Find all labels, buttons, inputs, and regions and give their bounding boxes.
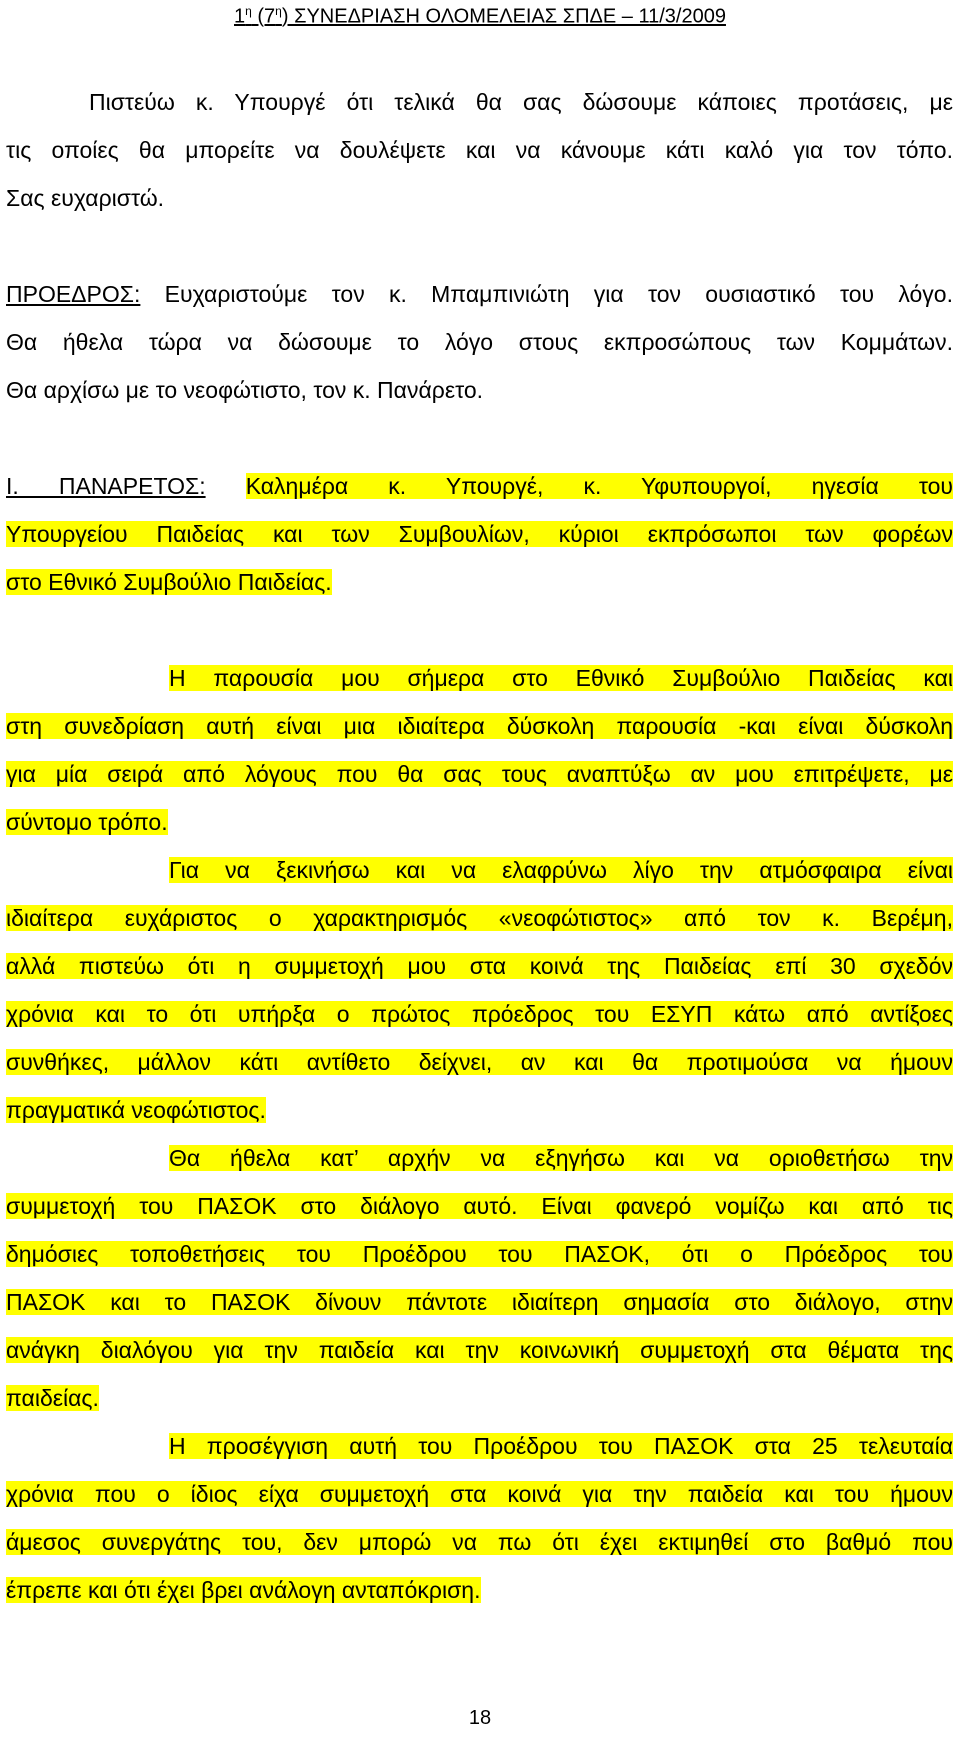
document-body	[6, 78, 953, 1614]
paragraph-panaretos-greeting	[6, 462, 953, 606]
text-line: ΠΡΟΕΔΡΟΣ: Ευχαριστούμε τον κ. Μπαμπινιώτη για τον ουσιαστικό του λόγο.	[6, 281, 953, 307]
speaker-label: ΠΡΟΕΔΡΟΣ:	[6, 281, 141, 307]
text-line: σύντομο τρόπο.	[6, 809, 168, 835]
text-line: Θα ήθελα τώρα να δώσουμε το λόγο στους εκπροσώπους των Κομμάτων.	[6, 329, 953, 355]
header-sup1: η	[245, 4, 252, 18]
speaker-label: Ι. ΠΑΝΑΡΕΤΟΣ:	[6, 473, 206, 499]
text-line: ανάγκη διαλόγου για την παιδεία και την κοινωνική συμμετοχή στα θέματα της	[6, 1337, 953, 1363]
text-line: Θα ήθελα κατ’ αρχήν να εξηγήσω και να οριοθετήσω την	[169, 1145, 953, 1171]
page-number: 18	[468, 1707, 492, 1729]
text-line: ΠΑΣΟΚ και το ΠΑΣΟΚ δίνουν πάντοτε ιδιαίτερη σημασία στο διάλογο, στην	[6, 1289, 953, 1315]
header-sup2: η	[275, 4, 282, 18]
text-line: χρόνια και το ότι υπήρξα ο πρώτος πρόεδρος του ΕΣΥΠ κάτω από αντίξοες	[6, 1001, 953, 1027]
text-line: άμεσος συνεργάτης του, δεν μπορώ να πω ότι έχει εκτιμηθεί στο βαθμό που	[6, 1529, 953, 1555]
text-line: στη συνεδρίαση αυτή είναι μια ιδιαίτερα δύσκολη παρουσία -και είναι δύσκολη	[6, 713, 953, 739]
text-line: Ι. ΠΑΝΑΡΕΤΟΣ: Καλημέρα κ. Υπουργέ, κ. Υφυπουργοί, ηγεσία του	[6, 473, 953, 499]
text-line: παιδείας.	[6, 1385, 99, 1411]
text-line: συνθήκες, μάλλον κάτι αντίθετο δείχνει, αν και θα προτιμούσα να ήμουν	[6, 1049, 953, 1075]
header-title-part2: (7	[251, 5, 276, 28]
text-line: τις οποίες θα μπορείτε να δουλέψετε και να κάνουμε κάτι καλό για τον τόπο.	[6, 137, 953, 163]
text-line: Για να ξεκινήσω και να ελαφρύνω λίγο την ατμόσφαιρα είναι	[169, 857, 953, 883]
text-line: Η παρουσία μου σήμερα στο Εθνικό Συμβούλιο Παιδείας και	[169, 665, 953, 691]
text-line: στο Εθνικό Συμβούλιο Παιδείας.	[6, 569, 332, 595]
paragraph-neophyte	[6, 846, 953, 1134]
text-line: αλλά πιστεύω ότι η συμμετοχή μου στα κοινά της Παιδείας επί 30 σχεδόν	[6, 953, 953, 979]
text-line: για μία σειρά από λόγους που θα σας τους αναπτύξω αν μου επιτρέψετε, με	[6, 761, 953, 787]
text-line: Θα αρχίσω με το νεοφώτιστο, τον κ. Πανάρετο.	[6, 377, 484, 403]
paragraph-closing-remarks	[6, 78, 953, 222]
text-line: ιδιαίτερα ευχάριστος ο χαρακτηρισμός «νεοφώτιστος» από τον κ. Βερέμη,	[6, 905, 953, 931]
text-line: δημόσιες τοποθετήσεις του Προέδρου του ΠΑΣΟΚ, ότι ο Πρόεδρος του	[6, 1241, 953, 1267]
paragraph-approach	[6, 1422, 953, 1614]
header-title-part3: ) ΣΥΝΕΔΡΙΑΣΗ ΟΛΟΜΕΛΕΙΑΣ ΣΠΔΕ – 11/3/2009	[281, 5, 726, 28]
text-line: Σας ευχαριστώ.	[6, 185, 165, 211]
text-line: πραγματικά νεοφώτιστος.	[6, 1097, 266, 1123]
paragraph-president	[6, 270, 953, 414]
text-line: Πιστεύω κ. Υπουργέ ότι τελικά θα σας δώσουμε κάποιες προτάσεις, με	[89, 89, 953, 115]
page-header	[0, 4, 960, 29]
text-line: συμμετοχή του ΠΑΣΟΚ στο διάλογο αυτό. Είναι φανερό νομίζω και από τις	[6, 1193, 953, 1219]
text-line: Η προσέγγιση αυτή του Προέδρου του ΠΑΣΟΚ στα 25 τελευταία	[169, 1433, 953, 1459]
text-line: Υπουργείου Παιδείας και των Συμβουλίων, κύριοι εκπρόσωποι των φορέων	[6, 521, 953, 547]
paragraph-presence	[6, 654, 953, 846]
paragraph-pasok-participation	[6, 1134, 953, 1422]
header-title-part1: 1	[234, 5, 246, 28]
text-line: έπρεπε και ότι έχει βρει ανάλογη ανταπόκριση.	[6, 1577, 481, 1603]
text-line: χρόνια που ο ίδιος είχα συμμετοχή στα κοινά για την παιδεία και του ήμουν	[6, 1481, 953, 1507]
